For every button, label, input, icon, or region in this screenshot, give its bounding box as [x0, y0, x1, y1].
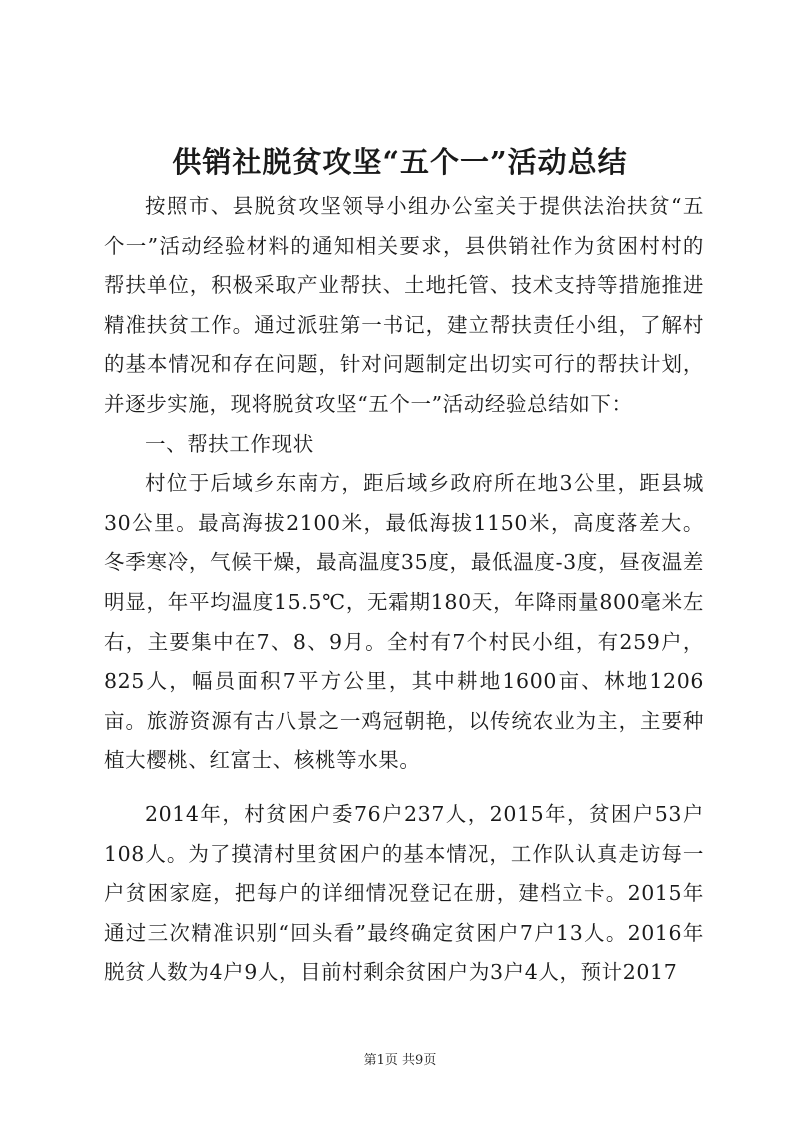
paragraph-intro: 按照市、县脱贫攻坚领导小组办公室关于提供法治扶贫“五个一”活动经验材料的通知相关要求，县供销社作为贫困村村的帮扶单位，积极采取产业帮扶、土地托管、技术支持等措施推进精准扶贫工作。通过派驻第一书记，建立帮扶责任小组，了解村的基本情况和存在问题，针对问题制定出切实可行的帮扶计划，并逐步实施，现将脱贫攻坚“五个一”活动经验总结如下： [104, 194, 704, 416]
document-title: 供销社脱贫攻坚“五个一”活动总结 [172, 145, 628, 179]
section-heading: 一、帮扶工作现状 [145, 431, 314, 456]
document-body [104, 187, 704, 993]
page-footer: 第1页 共9页 [363, 1053, 437, 1068]
paragraph-poverty-status: 2014年，村贫困户委76户237人，2015年，贫困户53户108人。为了摸清村里贫困户的基本情况，工作队认真走访每一户贫困家庭，把每户的详细情况登记在册，建档立卡。2015年通过三次精准识别“回头看”最终确定贫困户7户13人。2016年脱贫人数为4户9人，目前村剩余贫困户为3户4人，预计2017 [104, 801, 704, 985]
paragraph-village-overview: 村位于后域乡东南方，距后域乡政府所在地3公里，距县城30公里。最高海拔2100米，最低海拔1150米，高度落差大。冬季寒冷，气候干燥，最高温度35度，最低温度-3度，昼夜温差明显，年平均温度15.5℃，无霜期180天，年降雨量800毫米左右，主要集中在7、8、9月。全村有7个村民小组，有259户，825人，幅员面积7平方公里，其中耕地1600亩、林地1206亩。旅游资源有古八景之一鸡冠朝艳，以传统农业为主，主要种植大樱桃、红富士、核桃等水果。 [104, 471, 704, 773]
